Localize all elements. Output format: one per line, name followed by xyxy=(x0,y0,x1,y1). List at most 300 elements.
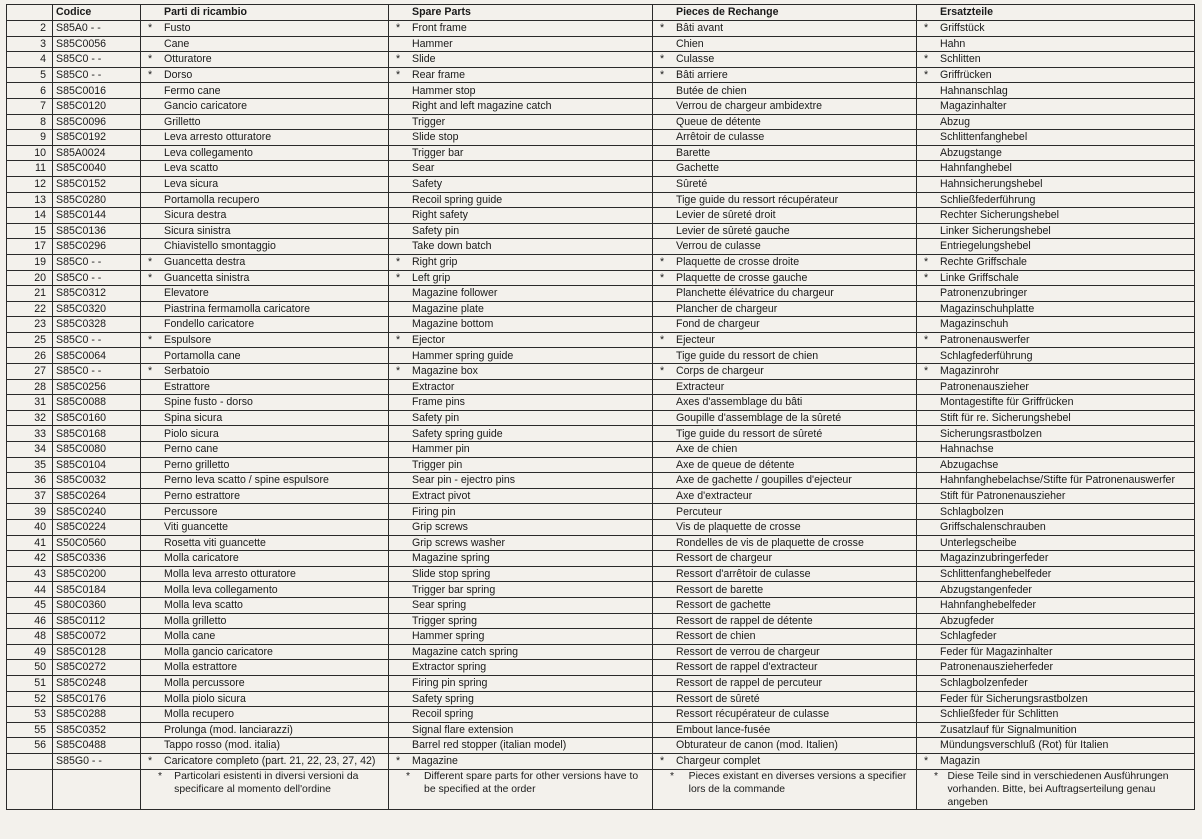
table-row xyxy=(7,644,1195,660)
part-name-italian xyxy=(141,301,389,317)
part-number: 22 xyxy=(7,301,53,317)
part-name-italian-text: Otturatore xyxy=(164,53,212,66)
part-name-italian xyxy=(141,317,389,333)
table-row xyxy=(7,317,1195,333)
part-number: 20 xyxy=(7,270,53,286)
part-name-french xyxy=(653,36,917,52)
part-name-french-text: Ejecteur xyxy=(676,334,715,347)
part-name-german-text: Hahnachse xyxy=(940,443,994,456)
part-name-french-text: Plaquette de crosse droite xyxy=(676,256,800,269)
part-name-english-text: Trigger bar xyxy=(412,146,464,159)
part-name-german-text: Rechte Griffschale xyxy=(940,256,1027,269)
part-name-german xyxy=(917,629,1195,645)
part-name-english-text: Safety xyxy=(412,178,443,191)
table-row xyxy=(7,566,1195,582)
part-code: S85C0328 xyxy=(53,317,141,333)
part-name-german xyxy=(917,98,1195,114)
table-row xyxy=(7,753,1195,769)
version-star: * xyxy=(924,271,929,284)
part-name-german-text: Patronenauszieher xyxy=(940,380,1029,393)
part-name-italian-text: Molla leva scatto xyxy=(164,599,243,612)
version-star: * xyxy=(924,68,929,81)
part-name-italian xyxy=(141,36,389,52)
part-code: S85C0096 xyxy=(53,114,141,130)
part-name-french-text: Ressort de gachette xyxy=(676,599,771,612)
part-name-german-text: Abzugachse xyxy=(940,458,999,471)
part-name-french xyxy=(653,270,917,286)
part-code: S85C0 - - xyxy=(53,52,141,68)
table-row xyxy=(7,83,1195,99)
table-row xyxy=(7,208,1195,224)
part-code: S85C0272 xyxy=(53,660,141,676)
part-number: 7 xyxy=(7,98,53,114)
part-name-german xyxy=(917,738,1195,754)
part-name-italian xyxy=(141,426,389,442)
part-name-italian xyxy=(141,67,389,83)
part-name-italian xyxy=(141,660,389,676)
part-name-english xyxy=(389,223,653,239)
part-name-french-text: Corps de chargeur xyxy=(676,365,764,378)
part-name-french-text: Arrêtoir de culasse xyxy=(676,131,765,144)
part-name-french xyxy=(653,208,917,224)
part-name-german-text: Magazin xyxy=(940,755,981,768)
part-name-german xyxy=(917,192,1195,208)
part-name-german-text: Stift für re. Sicherungshebel xyxy=(940,411,1071,424)
version-star: * xyxy=(396,365,401,378)
part-number: 23 xyxy=(7,317,53,333)
version-star: * xyxy=(924,755,929,768)
part-name-french xyxy=(653,83,917,99)
header-english: Spare Parts xyxy=(389,5,653,21)
part-name-german xyxy=(917,566,1195,582)
part-name-italian-text: Molla caricatore xyxy=(164,552,239,565)
part-number: 26 xyxy=(7,348,53,364)
part-name-italian-text: Portamolla recupero xyxy=(164,193,260,206)
part-name-german-text: Schließfeder für Schlitten xyxy=(940,708,1059,721)
part-name-english xyxy=(389,98,653,114)
part-number: 27 xyxy=(7,364,53,380)
part-name-german xyxy=(917,161,1195,177)
table-row xyxy=(7,691,1195,707)
version-star: * xyxy=(148,755,153,768)
part-name-english xyxy=(389,52,653,68)
part-name-french-text: Axe de chien xyxy=(676,443,738,456)
part-name-french-text: Tige guide du ressort de chien xyxy=(676,349,819,362)
part-name-german-text: Linker Sicherungshebel xyxy=(940,224,1051,237)
notes-blank-number xyxy=(7,769,53,809)
version-star: * xyxy=(148,271,153,284)
part-name-english-text: Hammer spring guide xyxy=(412,349,514,362)
part-number: 28 xyxy=(7,379,53,395)
part-number: 4 xyxy=(7,52,53,68)
part-code: S85C0120 xyxy=(53,98,141,114)
part-name-french-text: Bâti avant xyxy=(676,22,724,35)
part-name-french xyxy=(653,738,917,754)
part-name-italian-text: Sicura destra xyxy=(164,209,227,222)
part-name-french-text: Goupille d'assemblage de la sûreté xyxy=(676,411,842,424)
part-name-english xyxy=(389,348,653,364)
part-name-german-text: Schlittenfanghebel xyxy=(940,131,1028,144)
part-code: S85C0 - - xyxy=(53,270,141,286)
part-number: 36 xyxy=(7,473,53,489)
part-number: 35 xyxy=(7,457,53,473)
part-code: S85C0264 xyxy=(53,488,141,504)
table-row xyxy=(7,364,1195,380)
part-name-french xyxy=(653,753,917,769)
table-row xyxy=(7,223,1195,239)
part-name-english xyxy=(389,286,653,302)
part-name-french xyxy=(653,114,917,130)
version-star: * xyxy=(924,53,929,66)
part-name-french-text: Ressort d'arrêtoir de culasse xyxy=(676,567,811,580)
table-row xyxy=(7,270,1195,286)
part-name-german-text: Entriegelungshebel xyxy=(940,240,1031,253)
part-name-french xyxy=(653,395,917,411)
part-name-english xyxy=(389,629,653,645)
version-star: * xyxy=(660,68,665,81)
table-row xyxy=(7,488,1195,504)
part-name-german xyxy=(917,426,1195,442)
part-name-italian xyxy=(141,691,389,707)
part-name-italian xyxy=(141,613,389,629)
part-code: S85C0016 xyxy=(53,83,141,99)
part-name-italian xyxy=(141,208,389,224)
part-name-english-text: Hammer xyxy=(412,37,453,50)
part-code: S85C0 - - xyxy=(53,254,141,270)
part-name-english xyxy=(389,551,653,567)
part-name-german xyxy=(917,83,1195,99)
part-name-french-text: Culasse xyxy=(676,53,715,66)
part-name-italian-text: Fusto xyxy=(164,22,191,35)
part-code: S85C0112 xyxy=(53,613,141,629)
part-number: 17 xyxy=(7,239,53,255)
part-code: S85C0 - - xyxy=(53,67,141,83)
header-french: Pieces de Rechange xyxy=(653,5,917,21)
table-row xyxy=(7,504,1195,520)
part-name-french-text: Axe de gachette / goupilles d'ejecteur xyxy=(676,474,852,487)
part-name-english xyxy=(389,130,653,146)
part-name-italian xyxy=(141,629,389,645)
part-name-german xyxy=(917,644,1195,660)
part-name-french xyxy=(653,566,917,582)
part-name-italian xyxy=(141,176,389,192)
part-name-english-text: Trigger bar spring xyxy=(412,583,496,596)
part-name-italian xyxy=(141,410,389,426)
version-star: * xyxy=(660,22,665,35)
part-name-german xyxy=(917,457,1195,473)
part-name-german-text: Griffrücken xyxy=(940,68,992,81)
part-name-german-text: Magazinzubringerfeder xyxy=(940,552,1049,565)
part-name-german xyxy=(917,660,1195,676)
note-french xyxy=(653,769,917,809)
part-name-english-text: Right safety xyxy=(412,209,468,222)
part-name-french-text: Axes d'assemblage du bâti xyxy=(676,396,803,409)
part-name-german xyxy=(917,176,1195,192)
part-name-english xyxy=(389,114,653,130)
part-name-english-text: Hammer spring xyxy=(412,630,485,643)
part-code: S85C0248 xyxy=(53,675,141,691)
version-star: * xyxy=(924,365,929,378)
part-number: 42 xyxy=(7,551,53,567)
part-name-french xyxy=(653,348,917,364)
part-name-german xyxy=(917,145,1195,161)
part-code: S85C0128 xyxy=(53,644,141,660)
note-french-text: Pieces existant en diverses versions a specifier lors de la commande xyxy=(688,770,907,795)
part-name-french xyxy=(653,691,917,707)
version-star: * xyxy=(396,22,401,35)
part-name-german-text: Abzugstange xyxy=(940,146,1002,159)
part-name-english-text: Recoil spring xyxy=(412,708,474,721)
part-name-italian-text: Perno estrattore xyxy=(164,489,240,502)
part-name-french xyxy=(653,551,917,567)
part-number: 40 xyxy=(7,520,53,536)
part-name-english-text: Magazine plate xyxy=(412,302,484,315)
version-star: * xyxy=(660,271,665,284)
part-code: S85A0024 xyxy=(53,145,141,161)
version-star: * xyxy=(660,256,665,269)
part-name-english-text: Trigger spring xyxy=(412,614,477,627)
part-code: S85C0256 xyxy=(53,379,141,395)
part-name-english xyxy=(389,457,653,473)
table-row xyxy=(7,629,1195,645)
part-name-french-text: Verrou de chargeur ambidextre xyxy=(676,100,823,113)
part-number: 48 xyxy=(7,629,53,645)
version-star: * xyxy=(660,334,665,347)
version-star: * xyxy=(924,22,929,35)
table-row xyxy=(7,301,1195,317)
part-name-italian-text: Guancetta sinistra xyxy=(164,271,250,284)
version-star: * xyxy=(660,53,665,66)
part-name-english-text: Magazine catch spring xyxy=(412,645,518,658)
part-name-french xyxy=(653,629,917,645)
part-name-german-text: Abzug xyxy=(940,115,971,128)
part-name-french xyxy=(653,332,917,348)
part-name-french-text: Rondelles de vis de plaquette de crosse xyxy=(676,536,864,549)
part-code: S85C0 - - xyxy=(53,364,141,380)
part-name-german xyxy=(917,675,1195,691)
part-name-italian xyxy=(141,644,389,660)
part-name-french-text: Ressort de rappel de détente xyxy=(676,614,813,627)
part-number: 10 xyxy=(7,145,53,161)
part-name-english-text: Barrel red stopper (italian model) xyxy=(412,739,567,752)
version-star: * xyxy=(924,256,929,269)
version-star: * xyxy=(148,365,153,378)
part-name-german xyxy=(917,332,1195,348)
part-name-english xyxy=(389,161,653,177)
part-number: 12 xyxy=(7,176,53,192)
part-name-german-text: Magazinschuh xyxy=(940,318,1009,331)
part-name-french xyxy=(653,722,917,738)
part-name-french-text: Verrou de culasse xyxy=(676,240,761,253)
part-name-english-text: Trigger pin xyxy=(412,458,463,471)
part-name-english-text: Frame pins xyxy=(412,396,465,409)
part-name-french-text: Barette xyxy=(676,146,711,159)
part-name-french xyxy=(653,52,917,68)
part-name-italian xyxy=(141,114,389,130)
table-row xyxy=(7,192,1195,208)
part-name-italian-text: Molla piolo sicura xyxy=(164,692,246,705)
part-name-english xyxy=(389,83,653,99)
part-name-german-text: Hahnfanghebelachse/Stifte für Patronenauswerfer xyxy=(940,474,1175,487)
part-code: S85C0072 xyxy=(53,629,141,645)
part-name-italian-text: Leva sicura xyxy=(164,178,219,191)
part-code: S85C0280 xyxy=(53,192,141,208)
part-name-english xyxy=(389,192,653,208)
part-name-english xyxy=(389,301,653,317)
table-row xyxy=(7,254,1195,270)
part-name-french xyxy=(653,364,917,380)
part-name-french xyxy=(653,301,917,317)
part-name-italian xyxy=(141,551,389,567)
part-number: 33 xyxy=(7,426,53,442)
notes-blank-code xyxy=(53,769,141,809)
part-name-english-text: Extractor xyxy=(412,380,455,393)
part-name-italian-text: Piolo sicura xyxy=(164,427,219,440)
part-name-german-text: Schlagbolzenfeder xyxy=(940,677,1028,690)
part-number: 9 xyxy=(7,130,53,146)
part-number: 45 xyxy=(7,597,53,613)
part-name-english xyxy=(389,597,653,613)
table-row xyxy=(7,67,1195,83)
part-code: S85C0184 xyxy=(53,582,141,598)
part-name-italian-text: Serbatoio xyxy=(164,365,210,378)
part-name-english xyxy=(389,67,653,83)
version-star: * xyxy=(148,53,153,66)
table-row xyxy=(7,426,1195,442)
part-name-italian-text: Perno cane xyxy=(164,443,219,456)
part-code: S85C0088 xyxy=(53,395,141,411)
part-name-english-text: Slide stop spring xyxy=(412,567,491,580)
part-code: S85C0056 xyxy=(53,36,141,52)
part-name-italian xyxy=(141,332,389,348)
part-name-german xyxy=(917,691,1195,707)
part-name-italian-text: Guancetta destra xyxy=(164,256,246,269)
part-name-english xyxy=(389,410,653,426)
table-row xyxy=(7,98,1195,114)
part-name-german-text: Patronenzubringer xyxy=(940,287,1028,300)
part-name-german-text: Sicherungsrastbolzen xyxy=(940,427,1042,440)
part-name-english xyxy=(389,332,653,348)
table-row xyxy=(7,722,1195,738)
table-row xyxy=(7,176,1195,192)
part-code: S85C0160 xyxy=(53,410,141,426)
part-name-french xyxy=(653,597,917,613)
part-name-french xyxy=(653,644,917,660)
part-name-german-text: Schlagbolzen xyxy=(940,505,1004,518)
part-name-english xyxy=(389,442,653,458)
part-name-italian-text: Estrattore xyxy=(164,380,210,393)
part-name-german xyxy=(917,223,1195,239)
part-name-german xyxy=(917,130,1195,146)
part-code: S80C0360 xyxy=(53,597,141,613)
note-star: * xyxy=(406,770,411,782)
part-name-italian xyxy=(141,753,389,769)
part-name-italian xyxy=(141,161,389,177)
part-name-german xyxy=(917,535,1195,551)
part-name-german xyxy=(917,52,1195,68)
part-code: S85C0080 xyxy=(53,442,141,458)
part-name-french-text: Bâti arriere xyxy=(676,68,728,81)
part-number: 2 xyxy=(7,21,53,37)
note-star: * xyxy=(934,770,939,782)
part-name-english-text: Sear pin - ejectro pins xyxy=(412,474,516,487)
part-number: 37 xyxy=(7,488,53,504)
part-name-french-text: Levier de sûreté gauche xyxy=(676,224,790,237)
part-name-italian-text: Spine fusto - dorso xyxy=(164,396,253,409)
part-name-german-text: Griffschalenschrauben xyxy=(940,521,1046,534)
table-row xyxy=(7,535,1195,551)
part-name-french xyxy=(653,457,917,473)
part-name-german-text: Schlagfederführung xyxy=(940,349,1033,362)
part-number: 31 xyxy=(7,395,53,411)
part-name-german xyxy=(917,364,1195,380)
part-name-german xyxy=(917,270,1195,286)
part-name-english xyxy=(389,426,653,442)
part-name-italian-text: Fondello caricatore xyxy=(164,318,255,331)
part-name-english xyxy=(389,270,653,286)
part-name-french-text: Extracteur xyxy=(676,380,725,393)
part-name-german-text: Hahnsicherungshebel xyxy=(940,178,1043,191)
part-name-german-text: Schlagfeder xyxy=(940,630,997,643)
table-row xyxy=(7,613,1195,629)
part-name-german-text: Unterlegscheibe xyxy=(940,536,1017,549)
part-name-german-text: Feder für Magazinhalter xyxy=(940,645,1053,658)
part-number: 19 xyxy=(7,254,53,270)
part-name-english xyxy=(389,239,653,255)
parts-sheet xyxy=(6,4,1194,810)
part-code: S85A0 - - xyxy=(53,21,141,37)
part-name-english xyxy=(389,520,653,536)
part-name-french-text: Sûreté xyxy=(676,178,708,191)
note-italian xyxy=(141,769,389,809)
part-name-french xyxy=(653,161,917,177)
part-name-italian-text: Chiavistello smontaggio xyxy=(164,240,276,253)
part-name-italian-text: Caricatore completo (part. 21, 22, 23, 27, 42) xyxy=(164,755,376,768)
part-name-french xyxy=(653,660,917,676)
notes-row xyxy=(7,769,1195,809)
part-name-french xyxy=(653,98,917,114)
part-code: S85C0320 xyxy=(53,301,141,317)
part-name-french xyxy=(653,21,917,37)
part-name-italian xyxy=(141,597,389,613)
version-star: * xyxy=(148,22,153,35)
part-number: 5 xyxy=(7,67,53,83)
part-name-german-text: Patronenauswerfer xyxy=(940,334,1030,347)
part-name-english-text: Sear xyxy=(412,162,435,175)
part-name-english-text: Right grip xyxy=(412,256,458,269)
part-name-german-text: Griffstück xyxy=(940,22,985,35)
part-name-french xyxy=(653,379,917,395)
part-code: S85C0032 xyxy=(53,473,141,489)
part-name-german-text: Rechter Sicherungshebel xyxy=(940,209,1059,222)
part-code: S85C0240 xyxy=(53,504,141,520)
part-name-english-text: Hammer stop xyxy=(412,84,476,97)
part-name-french-text: Tige guide du ressort de sûreté xyxy=(676,427,823,440)
part-name-french-text: Ressort récupérateur de culasse xyxy=(676,708,830,721)
part-name-italian xyxy=(141,254,389,270)
part-name-german-text: Zusatzlauf für Signalmunition xyxy=(940,723,1077,736)
part-name-english-text: Recoil spring guide xyxy=(412,193,503,206)
part-name-french xyxy=(653,176,917,192)
version-star: * xyxy=(396,68,401,81)
part-name-german xyxy=(917,36,1195,52)
part-name-french xyxy=(653,67,917,83)
part-number: 46 xyxy=(7,613,53,629)
part-code: S85C0192 xyxy=(53,130,141,146)
table-row xyxy=(7,145,1195,161)
part-name-french-text: Percuteur xyxy=(676,505,722,518)
part-name-english-text: Trigger xyxy=(412,115,446,128)
